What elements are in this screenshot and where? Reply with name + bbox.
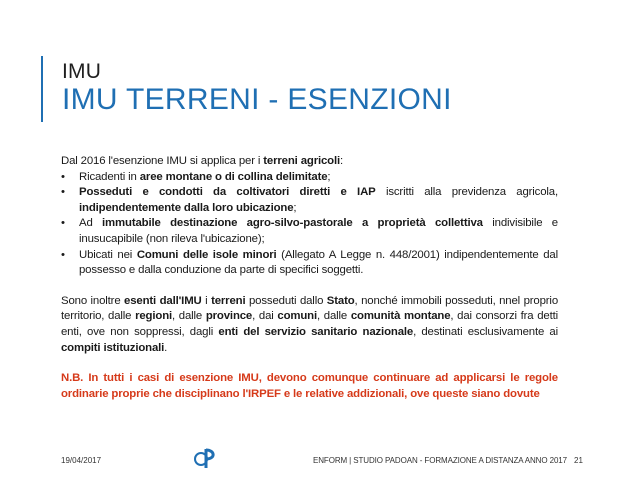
footer-text: ENFORM | STUDIO PADOAN - FORMAZIONE A DISTANZA ANNO 2017 (313, 456, 568, 465)
list-item: • Posseduti e condotti da coltivatori diretti e IAP iscritti alla previdenza agricola, indipendentemente dalla loro ubicazione; (61, 186, 558, 214)
public-entities-paragraph: Sono inoltre esenti dall'IMU i terreni posseduti dallo Stato, nonché immobili posseduti, nnel proprio territorio, dalle regioni, dalle province, dai comuni, dalle comunità montane, dai consorzi fra detti enti, ove non soppressi, dagli enti del servizio sanitario nazionale, destinati esclusivamente ai compiti istituzionali. (61, 294, 558, 354)
list-item: • Ubicati nei Comuni delle isole minori (Allegato A Legge n. 448/2001) indipendentemente dal possesso e dalla conduzione da parte di specifici soggetti. (61, 248, 558, 277)
intro-paragraph: Dal 2016 l'esenzione IMU si applica per i terreni agricoli: (61, 155, 344, 167)
title-accent-bar (41, 56, 43, 122)
list-item: • Ricadenti in aree montane o di collina delimitate; (61, 170, 331, 183)
footer-date: 19/04/2017 (61, 456, 102, 465)
slide-title: IMU TERRENI - ESENZIONI (62, 83, 452, 116)
exemption-list (61, 170, 558, 279)
slide-content (61, 154, 558, 402)
studio-padoan-logo-icon (192, 446, 220, 470)
nb-note: N.B. In tutti i casi di esenzione IMU, devono comunque continuare ad applicarsi le regole ordinarie proprie che disciplinano l'IRPEF e le relative addizionali, ove queste siano dovute (61, 372, 558, 400)
slide-subtitle: IMU (62, 60, 102, 83)
page-number: 21 (574, 456, 583, 465)
list-item: • Ad immutabile destinazione agro-silvo-pastorale a proprietà collettiva indivisibile e inusucapibile (non rileva l'ubicazione); (61, 217, 558, 245)
